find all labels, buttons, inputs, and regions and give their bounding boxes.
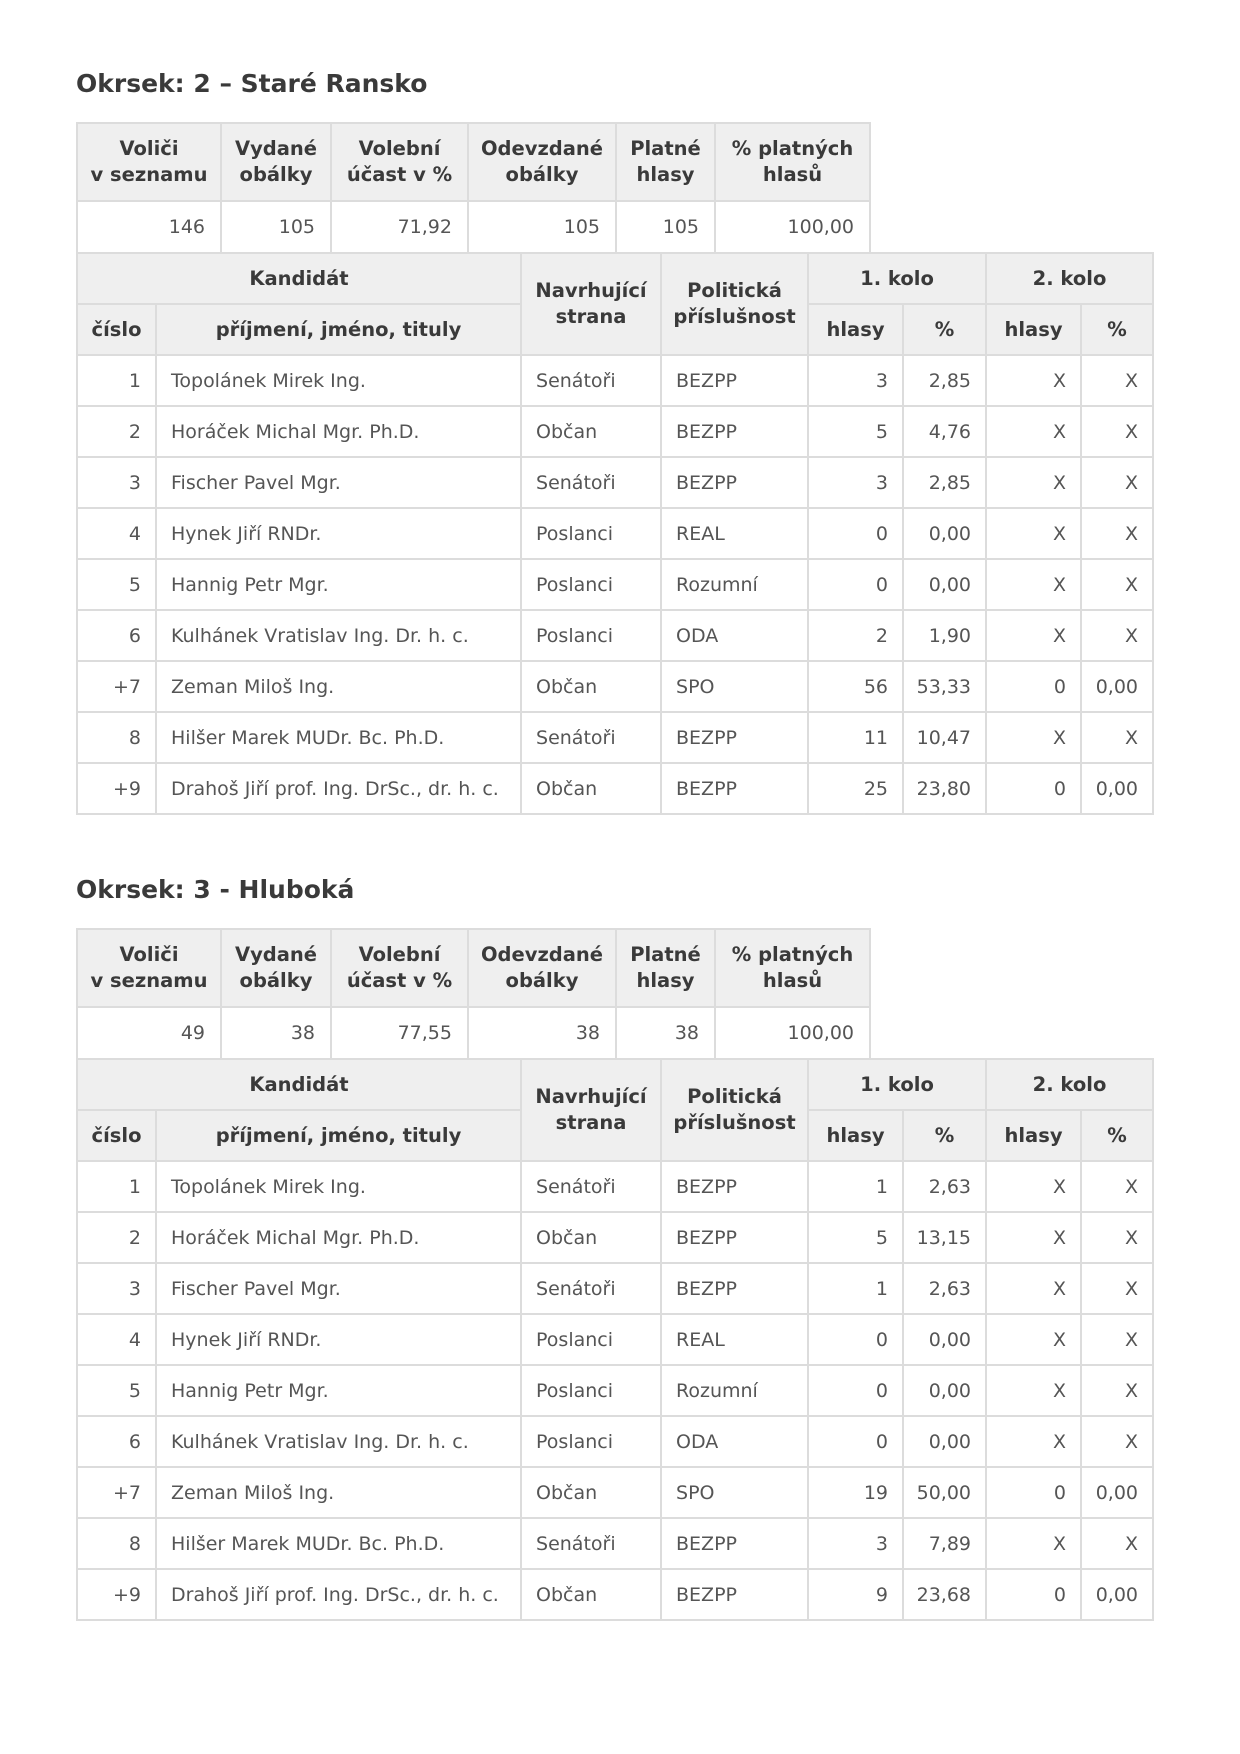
candidate-name: Hannig Petr Mgr.: [156, 559, 521, 610]
header-kolo-1-pct: %: [903, 1110, 986, 1161]
candidate-name: Hynek Jiří RNDr.: [156, 508, 521, 559]
header-kolo-2-pct: %: [1081, 1110, 1153, 1161]
header-pct-platnych: % platných hlasů: [715, 123, 870, 201]
candidate-name: Zeman Miloš Ing.: [156, 1467, 521, 1518]
candidate-party: Senátoři: [521, 712, 661, 763]
candidate-name: Fischer Pavel Mgr.: [156, 1263, 521, 1314]
candidate-party: Poslanci: [521, 1314, 661, 1365]
summary-row: [77, 1007, 870, 1059]
header-vydane-obalky: Vydané obálky: [221, 929, 331, 1007]
round1-pct: 0,00: [903, 508, 986, 559]
round1-pct: 50,00: [903, 1467, 986, 1518]
candidate-party: Senátoři: [521, 1161, 661, 1212]
candidate-number: 1: [77, 1161, 156, 1212]
candidate-affiliation: BEZPP: [661, 355, 808, 406]
candidate-party: Občan: [521, 763, 661, 814]
value-pct-platnych: 100,00: [715, 201, 870, 253]
round1-pct: 1,90: [903, 610, 986, 661]
candidate-affiliation: BEZPP: [661, 1161, 808, 1212]
candidate-row: [77, 1365, 1153, 1416]
candidate-row: [77, 1416, 1153, 1467]
round1-pct: 0,00: [903, 1365, 986, 1416]
round2-pct: X: [1081, 1365, 1153, 1416]
candidate-name: Hilšer Marek MUDr. Bc. Ph.D.: [156, 712, 521, 763]
round2-votes: X: [986, 1518, 1081, 1569]
header-cislo: číslo: [77, 304, 156, 355]
header-kolo-1-hlasy: hlasy: [808, 1110, 903, 1161]
round1-votes: 0: [808, 559, 903, 610]
candidate-number: 1: [77, 355, 156, 406]
candidate-affiliation: ODA: [661, 1416, 808, 1467]
candidate-party: Poslanci: [521, 508, 661, 559]
candidate-affiliation: BEZPP: [661, 1212, 808, 1263]
candidate-row: [77, 355, 1153, 406]
candidate-party: Poslanci: [521, 1365, 661, 1416]
round2-votes: X: [986, 712, 1081, 763]
candidate-affiliation: BEZPP: [661, 1569, 808, 1620]
header-kolo-2-hlasy: hlasy: [986, 1110, 1081, 1161]
round2-pct: X: [1081, 1518, 1153, 1569]
value-volebni-ucast: 71,92: [331, 201, 468, 253]
candidate-row: [77, 1569, 1153, 1620]
candidate-row: [77, 610, 1153, 661]
value-odevzdane-obalky: 38: [468, 1007, 616, 1059]
value-pct-platnych: 100,00: [715, 1007, 870, 1059]
header-kolo-2-hlasy: hlasy: [986, 304, 1081, 355]
header-kolo-1-hlasy: hlasy: [808, 304, 903, 355]
summary-table: [76, 122, 871, 254]
round1-votes: 0: [808, 1416, 903, 1467]
round1-pct: 2,63: [903, 1263, 986, 1314]
header-kolo-2-pct: %: [1081, 304, 1153, 355]
round1-pct: 2,63: [903, 1161, 986, 1212]
candidate-number: 8: [77, 712, 156, 763]
header-kolo-1-pct: %: [903, 304, 986, 355]
round1-votes: 25: [808, 763, 903, 814]
candidate-affiliation: BEZPP: [661, 1263, 808, 1314]
round2-pct: X: [1081, 457, 1153, 508]
candidate-name: Horáček Michal Mgr. Ph.D.: [156, 1212, 521, 1263]
round1-pct: 0,00: [903, 559, 986, 610]
header-odevzdane-obalky: Odevzdané obálky: [468, 929, 616, 1007]
round2-pct: 0,00: [1081, 1467, 1153, 1518]
header-kolo-1: 1. kolo: [808, 1059, 986, 1110]
candidate-affiliation: BEZPP: [661, 457, 808, 508]
candidate-name: Topolánek Mirek Ing.: [156, 355, 521, 406]
candidate-affiliation: BEZPP: [661, 406, 808, 457]
round1-votes: 19: [808, 1467, 903, 1518]
value-volebni-ucast: 77,55: [331, 1007, 468, 1059]
candidate-name: Kulhánek Vratislav Ing. Dr. h. c.: [156, 1416, 521, 1467]
round1-pct: 53,33: [903, 661, 986, 712]
candidate-number: +7: [77, 661, 156, 712]
candidate-party: Občan: [521, 1569, 661, 1620]
candidate-name: Topolánek Mirek Ing.: [156, 1161, 521, 1212]
round1-pct: 4,76: [903, 406, 986, 457]
candidate-number: 5: [77, 1365, 156, 1416]
round2-votes: X: [986, 1161, 1081, 1212]
header-jmeno: příjmení, jméno, tituly: [156, 1110, 521, 1161]
round2-votes: X: [986, 457, 1081, 508]
round1-votes: 0: [808, 1314, 903, 1365]
header-navrhujici-strana: Navrhující strana: [521, 253, 661, 355]
round2-pct: X: [1081, 1161, 1153, 1212]
round2-pct: 0,00: [1081, 1569, 1153, 1620]
value-volici: 146: [77, 201, 221, 253]
candidate-number: 3: [77, 457, 156, 508]
candidate-affiliation: BEZPP: [661, 1518, 808, 1569]
candidate-number: 3: [77, 1263, 156, 1314]
candidate-name: Drahoš Jiří prof. Ing. DrSc., dr. h. c.: [156, 763, 521, 814]
candidate-party: Občan: [521, 661, 661, 712]
round1-pct: 2,85: [903, 355, 986, 406]
candidate-party: Senátoři: [521, 457, 661, 508]
header-platne-hlasy: Platné hlasy: [616, 929, 715, 1007]
round1-pct: 23,80: [903, 763, 986, 814]
candidate-affiliation: SPO: [661, 1467, 808, 1518]
round1-votes: 0: [808, 1365, 903, 1416]
candidate-affiliation: REAL: [661, 508, 808, 559]
header-volebni-ucast: Volební účast v %: [331, 929, 468, 1007]
candidate-name: Fischer Pavel Mgr.: [156, 457, 521, 508]
value-volici: 49: [77, 1007, 221, 1059]
round2-votes: X: [986, 1365, 1081, 1416]
candidate-row: [77, 1314, 1153, 1365]
results-table: [76, 1058, 1154, 1621]
header-pct-platnych: % platných hlasů: [715, 929, 870, 1007]
candidate-affiliation: BEZPP: [661, 712, 808, 763]
round1-votes: 0: [808, 508, 903, 559]
round1-votes: 5: [808, 1212, 903, 1263]
header-volici: Voliči v seznamu: [77, 123, 221, 201]
candidate-party: Poslanci: [521, 559, 661, 610]
candidate-row: [77, 559, 1153, 610]
round2-votes: X: [986, 559, 1081, 610]
candidate-affiliation: Rozumní: [661, 1365, 808, 1416]
round2-pct: X: [1081, 1314, 1153, 1365]
header-kolo-2: 2. kolo: [986, 1059, 1153, 1110]
round1-votes: 2: [808, 610, 903, 661]
candidate-affiliation: REAL: [661, 1314, 808, 1365]
candidate-party: Senátoři: [521, 1263, 661, 1314]
round1-votes: 9: [808, 1569, 903, 1620]
candidate-row: [77, 1467, 1153, 1518]
round1-votes: 3: [808, 1518, 903, 1569]
round2-pct: X: [1081, 1416, 1153, 1467]
candidate-party: Senátoři: [521, 1518, 661, 1569]
summary-table: [76, 928, 871, 1060]
district-title: Okrsek: 2 – Staré Ransko: [76, 69, 428, 98]
candidate-party: Senátoři: [521, 355, 661, 406]
results-table: [76, 252, 1154, 815]
round2-votes: X: [986, 355, 1081, 406]
candidate-row: [77, 1518, 1153, 1569]
candidate-row: [77, 1212, 1153, 1263]
round2-votes: 0: [986, 763, 1081, 814]
header-vydane-obalky: Vydané obálky: [221, 123, 331, 201]
header-politicka-prislusnost: Politická příslušnost: [661, 253, 808, 355]
candidate-name: Hilšer Marek MUDr. Bc. Ph.D.: [156, 1518, 521, 1569]
candidate-number: 4: [77, 508, 156, 559]
candidate-number: 2: [77, 1212, 156, 1263]
candidate-number: +9: [77, 763, 156, 814]
round2-pct: X: [1081, 508, 1153, 559]
header-kandidat: Kandidát: [77, 1059, 521, 1110]
round2-votes: X: [986, 1263, 1081, 1314]
round2-votes: 0: [986, 1467, 1081, 1518]
candidate-row: [77, 763, 1153, 814]
value-platne-hlasy: 105: [616, 201, 715, 253]
round2-pct: X: [1081, 559, 1153, 610]
candidate-row: [77, 712, 1153, 763]
round1-pct: 2,85: [903, 457, 986, 508]
value-vydane-obalky: 38: [221, 1007, 331, 1059]
header-volici: Voliči v seznamu: [77, 929, 221, 1007]
round2-votes: X: [986, 1212, 1081, 1263]
candidate-number: 6: [77, 1416, 156, 1467]
candidate-number: 4: [77, 1314, 156, 1365]
round2-pct: X: [1081, 610, 1153, 661]
candidate-number: +7: [77, 1467, 156, 1518]
district-section: [76, 872, 1152, 1621]
round2-votes: X: [986, 508, 1081, 559]
round2-votes: X: [986, 610, 1081, 661]
round2-pct: 0,00: [1081, 661, 1153, 712]
round1-votes: 1: [808, 1161, 903, 1212]
round2-votes: 0: [986, 661, 1081, 712]
district-section: [76, 66, 1152, 815]
candidate-party: Občan: [521, 406, 661, 457]
round2-pct: X: [1081, 1212, 1153, 1263]
candidate-number: 2: [77, 406, 156, 457]
candidate-name: Horáček Michal Mgr. Ph.D.: [156, 406, 521, 457]
round1-pct: 0,00: [903, 1416, 986, 1467]
candidate-affiliation: Rozumní: [661, 559, 808, 610]
round1-votes: 1: [808, 1263, 903, 1314]
candidate-name: Hynek Jiří RNDr.: [156, 1314, 521, 1365]
candidate-row: [77, 661, 1153, 712]
round2-pct: X: [1081, 355, 1153, 406]
value-vydane-obalky: 105: [221, 201, 331, 253]
candidate-row: [77, 1263, 1153, 1314]
candidate-party: Občan: [521, 1467, 661, 1518]
round2-votes: X: [986, 1314, 1081, 1365]
header-navrhujici-strana: Navrhující strana: [521, 1059, 661, 1161]
candidate-row: [77, 508, 1153, 559]
candidate-row: [77, 457, 1153, 508]
candidate-party: Občan: [521, 1212, 661, 1263]
candidate-name: Hannig Petr Mgr.: [156, 1365, 521, 1416]
round2-pct: X: [1081, 712, 1153, 763]
header-cislo: číslo: [77, 1110, 156, 1161]
candidate-party: Poslanci: [521, 1416, 661, 1467]
header-kolo-1: 1. kolo: [808, 253, 986, 304]
header-odevzdane-obalky: Odevzdané obálky: [468, 123, 616, 201]
candidate-affiliation: BEZPP: [661, 763, 808, 814]
candidate-name: Kulhánek Vratislav Ing. Dr. h. c.: [156, 610, 521, 661]
round1-votes: 5: [808, 406, 903, 457]
round1-pct: 7,89: [903, 1518, 986, 1569]
round1-votes: 3: [808, 457, 903, 508]
value-odevzdane-obalky: 105: [468, 201, 616, 253]
round1-votes: 3: [808, 355, 903, 406]
round1-votes: 56: [808, 661, 903, 712]
candidate-row: [77, 1161, 1153, 1212]
candidate-number: 6: [77, 610, 156, 661]
candidate-name: Drahoš Jiří prof. Ing. DrSc., dr. h. c.: [156, 1569, 521, 1620]
header-politicka-prislusnost: Politická příslušnost: [661, 1059, 808, 1161]
header-kandidat: Kandidát: [77, 253, 521, 304]
candidate-number: +9: [77, 1569, 156, 1620]
header-volebni-ucast: Volební účast v %: [331, 123, 468, 201]
round2-pct: X: [1081, 1263, 1153, 1314]
round2-votes: 0: [986, 1569, 1081, 1620]
round1-pct: 0,00: [903, 1314, 986, 1365]
round1-pct: 13,15: [903, 1212, 986, 1263]
candidate-row: [77, 406, 1153, 457]
header-platne-hlasy: Platné hlasy: [616, 123, 715, 201]
district-title: Okrsek: 3 - Hluboká: [76, 875, 355, 904]
candidate-name: Zeman Miloš Ing.: [156, 661, 521, 712]
summary-row: [77, 201, 870, 253]
round1-pct: 23,68: [903, 1569, 986, 1620]
candidate-party: Poslanci: [521, 610, 661, 661]
round2-votes: X: [986, 1416, 1081, 1467]
round2-pct: X: [1081, 406, 1153, 457]
round1-votes: 11: [808, 712, 903, 763]
header-kolo-2: 2. kolo: [986, 253, 1153, 304]
round2-pct: 0,00: [1081, 763, 1153, 814]
candidate-number: 8: [77, 1518, 156, 1569]
candidate-number: 5: [77, 559, 156, 610]
value-platne-hlasy: 38: [616, 1007, 715, 1059]
round2-votes: X: [986, 406, 1081, 457]
candidate-affiliation: ODA: [661, 610, 808, 661]
round1-pct: 10,47: [903, 712, 986, 763]
header-jmeno: příjmení, jméno, tituly: [156, 304, 521, 355]
candidate-affiliation: SPO: [661, 661, 808, 712]
